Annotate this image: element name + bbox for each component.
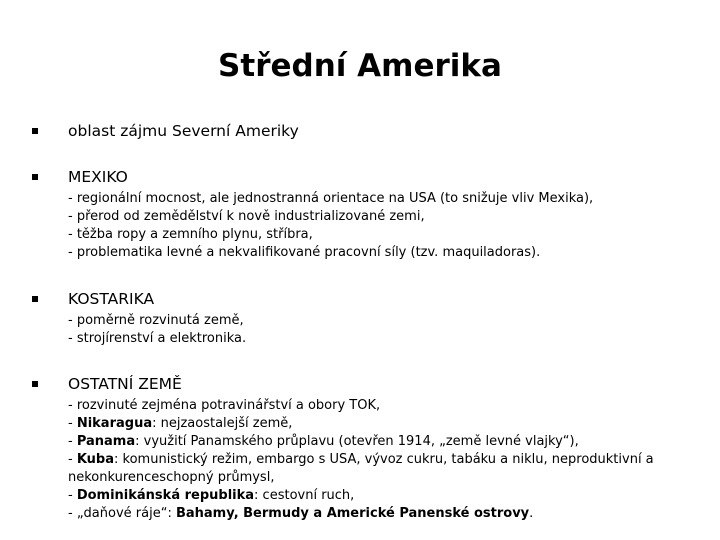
bullet-heading: oblast zájmu Severní Ameriky <box>68 122 299 140</box>
detail-line: - přerod od zemědělství k nově industrializované zemi, <box>68 209 425 224</box>
bullet-icon <box>32 174 38 180</box>
line-text: : komunistický režim, embargo s USA, vývoz cukru, tabáku a niklu, neproduktivní a nekonkurenceschopný průmysl, <box>68 452 654 485</box>
line-text: : cestovní ruch, <box>254 488 355 503</box>
mexiko-details <box>68 190 708 262</box>
bullet-icon <box>32 128 38 134</box>
line-text: : nejzaostalejší země, <box>152 416 293 431</box>
line-prefix: - „daňové ráje“: <box>68 506 176 521</box>
line-text: : využití Panamského průplavu (otevřen 1914, „země levné vlajky“), <box>135 434 579 449</box>
detail-line: - problematika levné a nekvalifikované pracovní síly (tzv. maquiladoras). <box>68 245 541 260</box>
line-prefix: - <box>68 488 77 503</box>
detail-line: - těžba ropy a zemního plynu, stříbra, <box>68 227 313 242</box>
country-name: Nikaragua <box>76 416 153 431</box>
detail-line: - rozvinuté zejména potravinářství a obory TOK, <box>68 398 381 413</box>
bullet-heading: KOSTARIKA <box>68 290 155 308</box>
line-prefix: - <box>68 416 77 431</box>
detail-line-panama <box>68 433 708 451</box>
country-name: Bahamy, Bermudy a Americké Panenské ostrovy <box>175 506 530 521</box>
country-name: Kuba <box>76 452 115 467</box>
page-title: Střední Amerika <box>218 48 502 84</box>
detail-line-dominikanska <box>68 487 708 505</box>
detail-line: - regionální mocnost, ale jednostranná orientace na USA (to snižuje vliv Mexika), <box>68 191 594 206</box>
line-text: . <box>529 506 534 521</box>
bullet-heading: OSTATNÍ ZEMĚ <box>68 375 182 393</box>
line-prefix: - <box>68 452 77 467</box>
country-name: Dominikánská republika <box>76 488 255 503</box>
bullet-icon <box>32 296 38 302</box>
bullet-heading: MEXIKO <box>68 168 128 186</box>
detail-line-nikaragua <box>68 415 708 433</box>
bullet-icon <box>32 381 38 387</box>
detail-line: - poměrně rozvinutá země, <box>68 313 244 328</box>
detail-line: - strojírenství a elektronika. <box>68 331 247 346</box>
kostarika-details <box>68 312 708 348</box>
country-name: Panama <box>76 434 136 449</box>
ostatni-details <box>68 397 708 523</box>
detail-line-kuba <box>68 451 708 487</box>
detail-line-raje <box>68 505 708 523</box>
line-prefix: - <box>68 434 77 449</box>
